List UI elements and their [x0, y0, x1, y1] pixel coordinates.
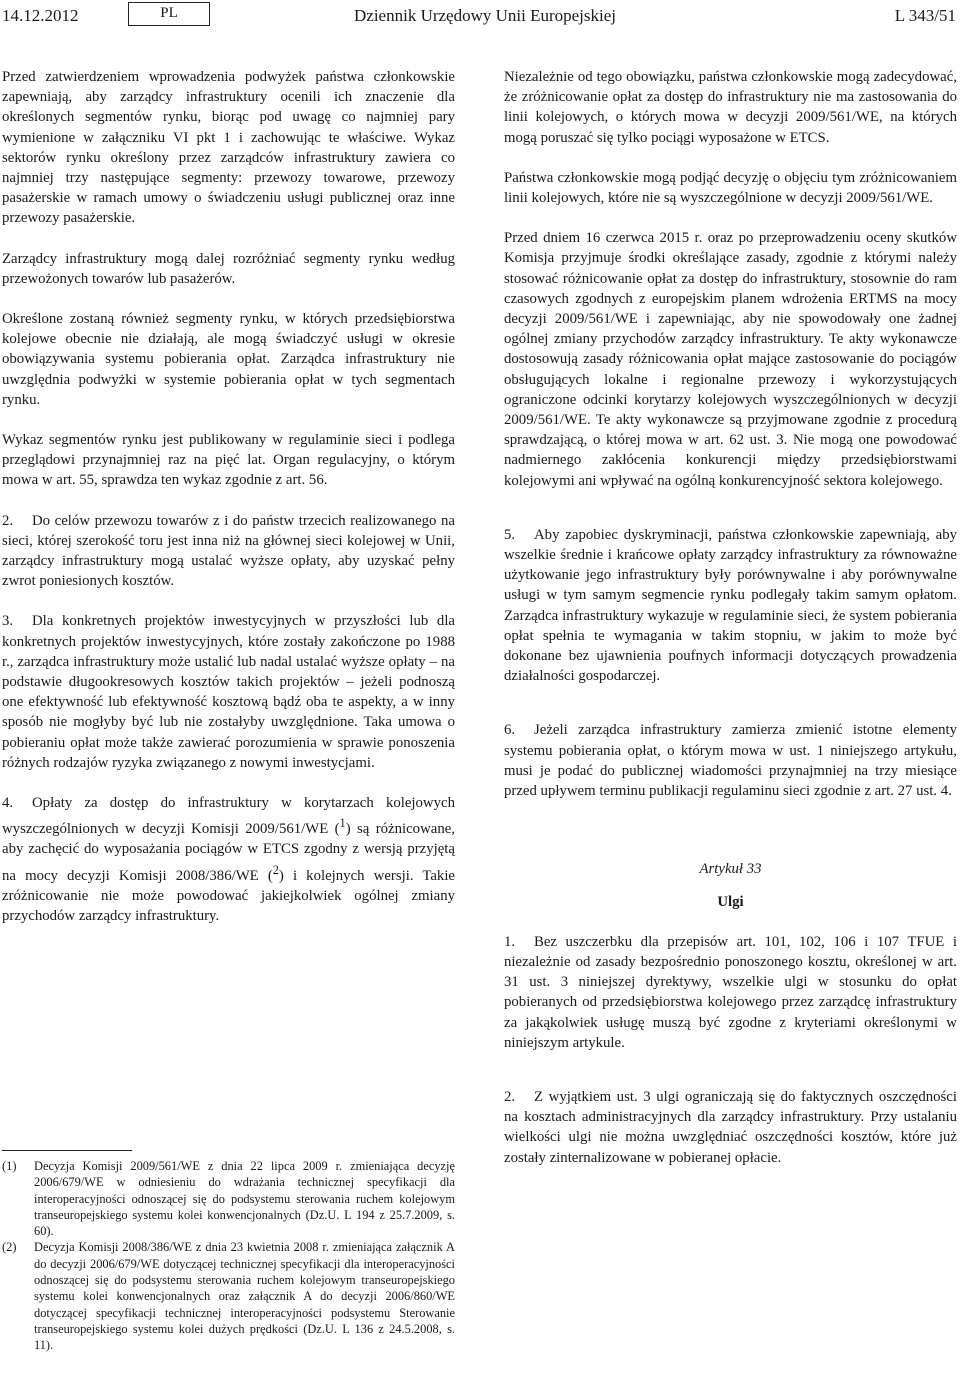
paragraph-number: 1.	[504, 933, 516, 950]
language-code-box: PL	[128, 2, 210, 26]
paragraph: Wykaz segmentów rynku jest publikowany w regulaminie sieci i podlega przeglądowi przynajmniej raz na pięć lat. Organ regulacyjny, o którym mowa w art. 55, sprawdza ten wykaz zgodnie z art. 56.	[2, 432, 455, 489]
paragraph-text: ) są różnicowane, aby zachęcić do wyposażania pociągów w ETCS zgodny z wersją przyjętą na mocy decyzji Komisji 2008/386/WE (	[2, 821, 455, 884]
left-column	[2, 67, 455, 926]
paragraph-text: Opłaty za dostęp do infrastruktury w korytarzach kolejowych wyszczególnionych w decyzji Komisji 2009/561/WE (	[2, 795, 455, 838]
paragraph: Zarządcy infrastruktury mogą dalej rozróżniać segmenty rynku według przewożonych towarów lub pasażerów.	[2, 250, 455, 287]
right-column	[504, 67, 957, 1168]
numbered-paragraph	[2, 793, 455, 926]
footnote-text: Decyzja Komisji 2008/386/WE z dnia 23 kwietnia 2008 r. zmieniająca załącznik A do decyzji 2006/679/WE dotyczącej technicznej specyfikacji dla interoperacyjności odnoszącej się do podsystemu sterowania ruchem kolejowym transeuropejskiego systemu kolei konwencjonalnych oraz załącznik A do decyzji 2006/860/WE dotyczącej specyfikacji technicznej interoperacyjności podsystemu Sterowanie transeuropejskiego systemu kolei dużych prędkości (Dz.U. L 136 z 24.5.2008, s. 11).	[34, 1240, 455, 1353]
paragraph-text: Do celów przewozu towarów z i do państw trzecich realizowanego na sieci, której szerokość toru jest inna niż na głównej sieci kolejowej w Unii, zarządcy infrastruktury mogą ustalać wyższe opłaty, aby uzyskać pełny zwrot poniesionych kosztów.	[2, 512, 455, 590]
article-title: Artykuł 33	[699, 861, 762, 878]
publication-date: 14.12.2012	[2, 6, 79, 25]
paragraph: Niezależnie od tego obowiązku, państwa członkowskie mogą zadecydować, że zróżnicowanie opłat za dostęp do infrastruktury nie ma zastosowania do linii kolejowych, o których mowa w decyzji 2009/561/WE, na których mogą poruszać się tylko pociągi wyposażone w ETCS.	[504, 69, 957, 146]
numbered-paragraph	[2, 511, 455, 592]
paragraph-number: 2.	[504, 1088, 516, 1105]
numbered-paragraph	[504, 1087, 957, 1168]
footnote-reference[interactable]: 1	[339, 816, 346, 831]
page-header	[0, 0, 960, 40]
paragraph-number: 5.	[504, 526, 516, 543]
paragraph: Przed dniem 16 czerwca 2015 r. oraz po przeprowadzeniu oceny skutków Komisja przyjmuje środki określające zasady, zgodnie z którymi należy stosować różnicowanie opłat za dostęp do infrastruktury, stosownie do ram czasowych zgodnych z europejskim planem wdrożenia ERTMS na mocy decyzji 2009/561/WE i zapewniając, aby nie spowodowały one żadnej ogólnej zmiany przychodów zarządcy infrastruktury. Te akty wykonawcze dostosowują zasady różnicowania opłat mające zastosowanie do pociągów obsługujących lokalne i regionalne przewozy i wykorzystujących ograniczone odcinki korytarzy kolejowych wyszczególnionych w decyzji 2009/561/WE. Te akty wykonawcze są przyjmowane zgodnie z procedurą sprawdzającą, o której mowa w art. 62 ust. 3. Nie mogą one powodować nadmiernego zakłócenia konkurencji między przedsiębiorstwami kolejowymi ani wpływać na ogólną konkurencyjność sektora kolejowego.	[504, 230, 957, 489]
footnote-mark: (2)	[2, 1240, 17, 1255]
numbered-paragraph	[2, 611, 455, 773]
footnote	[2, 1239, 455, 1353]
paragraph-text: Dla konkretnych projektów inwestycyjnych w przyszłości lub dla konkretnych projektów inwestycyjnych, które zostały zakończone po 1988 r., zarządca infrastruktury może ustalić lub nadal ustalać wyższe opłaty – na podstawie długookresowych kosztów takich projektów – jeżeli podnoszą one efektywność lub efektywność kosztową bądź oba te aspekty, a w inny sposób nie mogłyby być lub nie zostałyby uwzględnione. Taka umowa o pobieraniu opłat może także zawierać porozumienia w sprawie ponoszenia różnych rodzajów ryzyka związanego z nowymi inwestycjami.	[2, 613, 455, 771]
paragraph: Państwa członkowskie mogą podjąć decyzję o objęciu tym zróżnicowaniem linii kolejowych, które nie są wyszczególnione w decyzji 2009/561/WE.	[504, 169, 957, 207]
footnote-mark: (1)	[2, 1159, 17, 1173]
paragraph-text: Bez uszczerbku dla przepisów art. 101, 102, 106 i 107 TFUE i niezależnie od zasady bezpośrednio ponoszonego kosztu, określonej w art. 31 ust. 3 niniejszej dyrektywy, wszelkie ulgi w stosunku do opłat pobieranych od przedsiębiorstwa kolejowego przez zarządcę infrastruktury za jakąkolwiek usługę muszą być zgodne z kryteriami określonymi w niniejszym artykule.	[504, 933, 957, 1051]
paragraph-number: 4.	[2, 795, 14, 812]
footnote-reference[interactable]: 2	[272, 862, 279, 877]
journal-title: Dziennik Urzędowy Unii Europejskiej	[354, 6, 617, 25]
paragraph-text: Z wyjątkiem ust. 3 ulgi ograniczają się do faktycznych oszczędności na kosztach administracyjnych dla zarządcy infrastruktury. Przy ustalaniu wielkości ulgi nie można uwzględniać oszczędności kosztów, które już zostały zinternalizowane w pobieranej opłacie.	[504, 1088, 957, 1166]
paragraph: Określone zostaną również segmenty rynku, w których przedsiębiorstwa kolejowe obecnie nie działają, ale mogą świadczyć usługi w okresie obowiązywania systemu pobierania opłat. Zarządca infrastruktury nie uwzględnia podwyżki w systemie pobierania opłat w tych segmentach rynku.	[2, 311, 455, 408]
numbered-paragraph	[504, 932, 957, 1053]
footnote-text: Decyzja Komisji 2009/561/WE z dnia 22 lipca 2009 r. zmieniająca decyzję 2006/679/WE w odniesieniu do wdrażania technicznej specyfikacji dla interoperacyjności odnoszącej się do podsystemu sterowania ruchem kolejowym transeuropejskiego systemu kolei konwencjonalnych (Dz.U. L 194 z 25.7.2009, s. 60).	[34, 1159, 455, 1239]
paragraph-number: 2.	[2, 512, 14, 529]
footnote-separator	[2, 1150, 132, 1151]
footnotes	[2, 1158, 455, 1354]
paragraph: Przed zatwierdzeniem wprowadzenia podwyżek państwa członkowskie zapewniają, aby zarządcy infrastruktury ocenili ich znaczenie dla określonych segmentów rynku, biorąc pod uwagę co najmniej pary wymienione w załączniku VI pkt 1 i zachowując te właściwe. Wykaz sektorów rynku określony przez zarządców infrastruktury zawiera co najmniej trzy następujące segmenty: przewozy towarowe, przewozy pasażerskie w ramach umowy o świadczeniu usługi publicznej oraz inne przewozy pasażerskie.	[2, 69, 455, 227]
paragraph-number: 6.	[504, 722, 516, 739]
paragraph-text: ) i kolejnych wersji. Takie zróżnicowanie nie może powodować jakiejkolwiek ogólnej zmiany przychodów zarządcy infrastruktury.	[2, 867, 455, 924]
paragraph-number: 3.	[2, 613, 14, 630]
article-subtitle: Ulgi	[717, 893, 744, 910]
paragraph-text: Jeżeli zarządca infrastruktury zamierza zmienić istotne elementy systemu pobierania opłat, o którym mowa w ust. 1 niniejszego artykułu, musi je podać do publicznej wiadomości przynajmniej na trzy miesiące przed upływem terminu publikacji regulaminu sieci zgodnie z art. 27 ust. 4.	[504, 722, 957, 800]
numbered-paragraph	[504, 720, 957, 801]
numbered-paragraph	[504, 525, 957, 687]
page-number: L 343/51	[894, 6, 956, 25]
footnote	[2, 1158, 455, 1239]
paragraph-text: Aby zapobiec dyskryminacji, państwa członkowskie zapewniają, aby wszelkie średnie i krańcowe opłaty zarządcy infrastruktury za równoważne użytkowanie jego infrastruktury były porównywalne i aby porównywalne usługi w tym samym segmencie rynku podlegały takim samym opłatom. Zarządca infrastruktury wykazuje w regulaminie sieci, że system pobierania opłat spełnia te wymagania w takim stopniu, w jakim to może być dokonane bez ujawnienia poufnych informacji dotyczących prowadzenia działalności gospodarczej.	[504, 526, 957, 685]
